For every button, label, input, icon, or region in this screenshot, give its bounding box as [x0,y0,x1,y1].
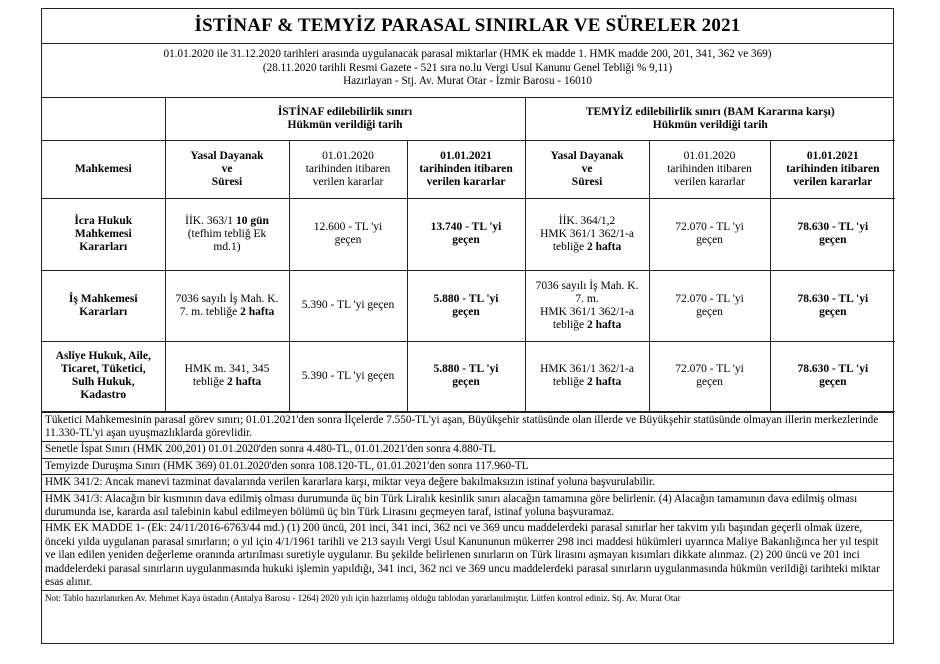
table-row [42,341,895,411]
tem-2020-cell: 72.070 - TL 'yi geçen [649,341,770,411]
ist-2020-cell: 12.600 - TL 'yi geçen [289,198,407,270]
ist-yasal-cell: İİK. 363/1 10 gün (tefhim tebliğ Ek md.1) [165,198,289,270]
table-row [42,270,895,341]
sub-info-line: (28.11.2020 tarihli Resmi Gazete - 521 sıra no.lu Vergi Usul Kanunu Genel Tebliği % 9,11) [262,61,673,74]
table-row [42,198,895,270]
tem-2020-header: 01.01.2020 tarihinden itibaren verilen kararlar [649,140,770,198]
tem-2021-cell: 78.630 - TL 'yi geçen [770,270,895,341]
istinaf-group-title: İSTİNAF edilebilirlik sınırı [277,105,413,118]
notes-section [42,412,893,606]
court-name: Asliye Hukuk, Aile, Ticaret, Tüketici, Sulh Hukuk, Kadastro [42,341,165,411]
ist-2020-cell: 5.390 - TL 'yi geçen [289,270,407,341]
temyiz-group-header [525,98,895,140]
note-hmk-341-3: HMK 341/3: Alacağın bir kısmının dava edilmiş olması durumunda üç bin Türk Liralık kesinlik sınırı alacağın tamamına göre belirlenir. (4) Alacağın tamamının dava edilmiş olması durumunda ise, kararda asıl talebinin kabul edilmeyen bölümü üç bin Türk Lirasını geçmeyen taraf, istinaf yoluna başvuramaz. [42,491,893,521]
tem-2020-cell: 72.070 - TL 'yi geçen [649,270,770,341]
ist-2021-header: 01.01.2021 tarihinden itibaren verilen kararlar [407,140,525,198]
tem-yasal-header: Yasal Dayanak ve Süresi [525,140,649,198]
tem-2021-cell: 78.630 - TL 'yi geçen [770,198,895,270]
group-header-row [42,98,895,140]
blank-corner-cell [42,98,165,140]
ist-yasal-header: Yasal Dayanak ve Süresi [165,140,289,198]
note-hmk-ek-madde-1: HMK EK MADDE 1- (Ek: 24/11/2016-6763/44 md.) (1) 200 üncü, 201 inci, 341 inci, 362 nci ve 369 uncu maddelerdeki parasal sınırlar her takvim yılı başından geçerli olmak üzere, önceki yılda uygulanan parasal sınırların; o yıl için 4/1/1961 tarihli ve 213 sayılı Vergi Usul Kanununun mükerrer 298 inci maddesi hükümleri uyarınca Maliye Bakanlığınca her yıl tespit ve ilan edilen yeniden değerleme oranında artırılması suretiyle uygulanır. Bu şekilde belirlenen sınırların on Türk lirasını aşmayan kısımları dikkate alınmaz. (2) 200 üncü ve 201 inci maddelerdeki parasal sınırların uygulanmasında hukuki işlemin yapıldığı, 341 inci, 362 nci ve 369 uncu maddelerdeki parasal sınırların uygulanmasında hükmün verildiği tarihteki miktar esas alınır. [42,520,893,590]
ist-2020-cell: 5.390 - TL 'yi geçen [289,341,407,411]
ist-yasal-cell: 7036 sayılı İş Mah. K. 7. m. tebliğe 2 hafta [165,270,289,341]
column-header-row [42,140,895,198]
tem-yasal-cell: 7036 sayılı İş Mah. K. 7. m. HMK 361/1 362/1-a tebliğe 2 hafta [525,270,649,341]
istinaf-group-subtitle: Hükmün verildiği tarih [287,118,403,131]
tem-yasal-cell: HMK 361/1 362/1-a tebliğe 2 hafta [525,341,649,411]
note-hmk-341-2: HMK 341/2: Ancak manevi tazminat davalarında verilen kararlara karşı, miktar veya değere bakılmaksızın istinaf yoluna başvurulabilir. [42,474,893,490]
ist-2021-cell: 5.880 - TL 'yi geçen [407,341,525,411]
page-title: İSTİNAF & TEMYİZ PARASAL SINIRLAR VE SÜRELER 2021 [42,9,893,44]
document [41,8,894,644]
ist-yasal-cell: HMK m. 341, 345 tebliğe 2 hafta [165,341,289,411]
istinaf-group-header [165,98,525,140]
ist-2021-cell: 13.740 - TL 'yi geçen [407,198,525,270]
court-name: İş Mahkemesi Kararları [42,270,165,341]
temyiz-group-title: TEMYİZ edilebilirlik sınırı (BAM Kararına karşı) [585,105,835,118]
tem-2021-cell: 78.630 - TL 'yi geçen [770,341,895,411]
footer-note: Not: Tablo hazırlanırken Av. Mehmet Kaya üstadın (Antalya Barosu - 1264) 2020 yılı için hazırlamış olduğu tablodan yararlanılmıştır. Lütfen kontrol ediniz. Stj. Av. Murat Otar [42,590,893,605]
sub-info [42,44,893,98]
note-consumer-court: Tüketici Mahkemesinin parasal görev sınırı; 01.01.2021'den sonra İlçelerde 7.550-TL'yi aşan, Büyükşehir statüsünde olan illerde ve Büyükşehir statüsünde olmayan illerin merkezlerinde 11.330-TL'yi aşan uyuşmazlıklarda görevlidir. [45,413,879,439]
temyiz-group-subtitle: Hükmün verildiği tarih [652,118,768,131]
sub-info-line: 01.01.2020 ile 31.12.2020 tarihleri arasında uygulanacak parasal miktarlar (HMK ek madde 1. HMK madde 200, 201, 341, 362 ve 369) [163,48,772,60]
note-proof-limit: Senetle İspat Sınırı (HMK 200,201) 01.01.2020'den sonra 4.480-TL, 01.01.2021'den sonra 4.880-TL [42,441,893,457]
note-hearing-limit: Temyizde Duruşma Sınırı (HMK 369) 01.01.2020'den sonra 108.120-TL, 01.01.2021'den sonra 117.960-TL [42,458,893,474]
sub-info-line: Hazırlayan - Stj. Av. Murat Otar - İzmir Barosu - 16010 [343,75,592,87]
court-header: Mahkemesi [42,140,165,198]
limits-table [42,98,895,412]
ist-2020-header: 01.01.2020 tarihinden itibaren verilen kararlar [289,140,407,198]
tem-2020-cell: 72.070 - TL 'yi geçen [649,198,770,270]
ist-2021-cell: 5.880 - TL 'yi geçen [407,270,525,341]
tem-yasal-cell: İİK. 364/1,2 HMK 361/1 362/1-a tebliğe 2 hafta [525,198,649,270]
court-name: İcra Hukuk Mahkemesi Kararları [42,198,165,270]
tem-2021-header: 01.01.2021 tarihinden itibaren verilen kararlar [770,140,895,198]
